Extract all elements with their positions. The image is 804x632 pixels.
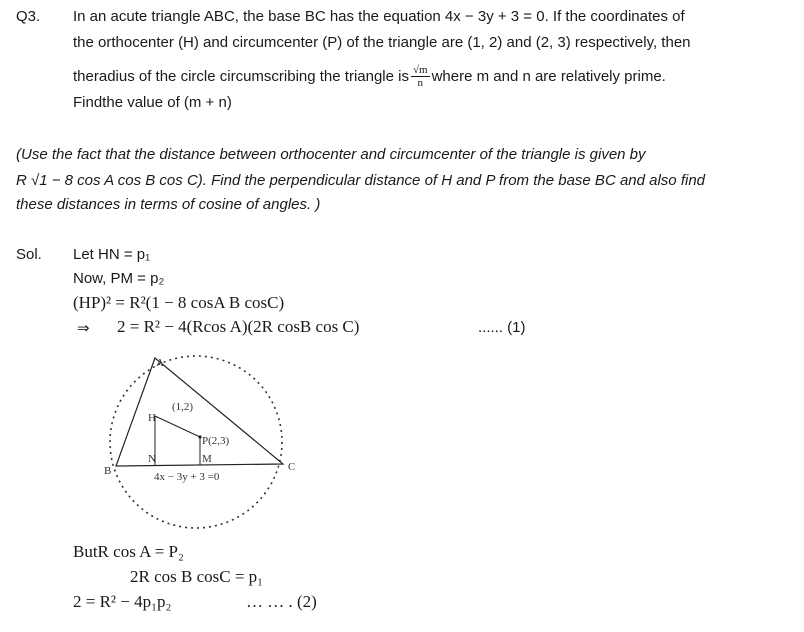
question-line-1: In an acute triangle ABC, the base BC has the equation 4x − 3y + 3 = 0. If the coordinates of (73, 8, 685, 25)
question-number: Q3. (16, 8, 41, 25)
question-line-3-text: theradius of the circle circumscribing the triangle is (73, 67, 409, 85)
vertex-a-label: A (156, 357, 164, 369)
radius-fraction (411, 64, 430, 89)
p-label: P(2,3) (202, 435, 230, 447)
hint-line-1: (Use the fact that the distance between orthocenter and circumcenter of the triangle is given by (16, 146, 646, 163)
solution-label: Sol. (16, 246, 42, 263)
equation-ref-1: ...... (1) (478, 319, 526, 336)
vertex-h-label: H (148, 412, 156, 424)
implies-arrow: ⇒ (77, 320, 90, 337)
hint-line-2: R √1 − 8 cos A cos B cos C). Find the perpendicular distance of H and P from the base BC and also find (16, 172, 706, 189)
question-line-3 (73, 58, 666, 94)
question-line-2: the orthocenter (H) and circumcenter (P) of the triangle are (1, 2) and (2, 3) respectively, then (73, 34, 691, 51)
solution-line-6: 2R cos B cosC = p₁ (130, 567, 264, 586)
solution-line-4: 2 = R² − 4(Rcos A)(2R cosB cos C) (117, 317, 360, 336)
foot-m-label: M (202, 453, 212, 465)
solution-line-2: Now, PM = p₂ (73, 270, 165, 287)
solution-line-5: ButR cos A = P₂ (73, 542, 184, 561)
bc-equation-label: 4x − 3y + 3 =0 (154, 471, 220, 483)
triangle-figure (90, 348, 300, 543)
equation-ref-2: … … . (2) (246, 592, 317, 611)
foot-n-label: N (148, 453, 156, 465)
question-line-4: Findthe value of (m + n) (73, 94, 232, 111)
h-coordinate-label: (1,2) (172, 401, 194, 413)
solution-line-7: 2 = R² − 4p₁p₂ (73, 592, 172, 611)
solution-line-3: (HP)² = R²(1 − 8 cosA B cosC) (73, 293, 285, 312)
fraction-numerator: √m (412, 63, 428, 76)
solution-line-1: Let HN = p₁ (73, 246, 151, 263)
segment-hp (155, 416, 200, 437)
vertex-c-label: C (288, 461, 296, 473)
fraction-denominator: n (417, 76, 424, 89)
vertex-b-label: B (104, 465, 112, 477)
question-line-3-rest: where m and n are relatively prime. (431, 67, 666, 85)
hint-line-3: these distances in terms of cosine of angles. ) (16, 196, 321, 213)
